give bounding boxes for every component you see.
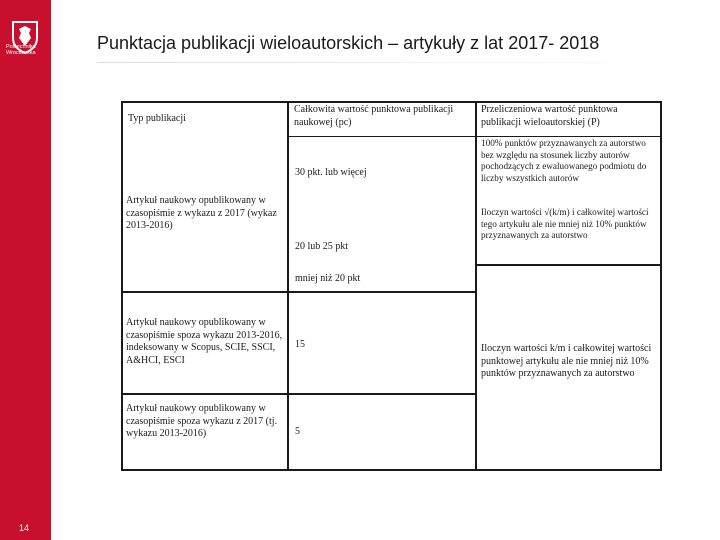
- row1-conversion-b: Iloczyn wartości √(k/m) i całkowitej wartości tego artykułu ale nie mniej niż 10% punktów przyznawanych za autorstwo: [481, 207, 649, 240]
- column-divider-1: [287, 101, 289, 471]
- row-divider-1: [121, 291, 477, 293]
- table-border-top: [121, 101, 662, 103]
- table-border-bottom: [121, 469, 662, 471]
- row1-points-a: 30 pkt. lub więcej: [295, 167, 367, 178]
- row2-points: 15: [295, 339, 305, 350]
- page-number: 14: [18, 523, 29, 533]
- header-type: Typ publikacji: [128, 113, 186, 124]
- row1-type: Artykuł naukowy opublikowany w czasopiśmie z wykazu z 2017 (wykaz 2013-2016): [126, 195, 277, 231]
- row3-type: Artykuł naukowy opublikowany w czasopiśmie spoza wykazu z 2017 (tj. wykazu 2013-2016): [126, 403, 278, 439]
- table-border-left: [121, 101, 123, 471]
- header-total-points: Całkowita wartość punktowa publikacji naukowej (pc): [294, 104, 454, 128]
- header-divider: [287, 136, 662, 137]
- row1-conversion-a: 100% punktów przyznawanych za autorstwo bez względu na stosunek liczby autorów pochodzących z ewaluowanego podmiotu do liczby wszystkich autorów: [481, 138, 647, 183]
- row3-points: 5: [295, 426, 300, 437]
- conversion-divider: [475, 264, 662, 266]
- shared-conversion: Iloczyn wartości k/m i całkowitej wartości punktowej artykułu ale nie mniej niż 10% punktów przyznawanych za autorstwo: [481, 343, 652, 379]
- slide-title: Punktacja publikacji wieloautorskich – artykuły z lat 2017- 2018: [97, 33, 600, 53]
- row1-points-c: mniej niż 20 pkt: [295, 273, 361, 284]
- logo-text: [6, 44, 50, 56]
- header-converted-points: Przeliczeniowa wartość punktowa publikacji wieloautorskiej (P): [481, 104, 618, 128]
- row1-points-b: 20 lub 25 pkt: [295, 241, 349, 252]
- row-divider-2: [121, 393, 477, 395]
- logo-text-line2: Wrocławska: [6, 50, 36, 56]
- table-border-right: [660, 101, 662, 471]
- logo-text-line1: Politechnika: [6, 44, 36, 50]
- brand-sidebar: [0, 0, 51, 540]
- column-divider-2: [475, 101, 477, 471]
- row2-type: Artykuł naukowy opublikowany w czasopiśmie spoza wykazu 2013-2016, indeksowany w Scopus, SCIE, SSCI, A&HCI, ESCI: [126, 317, 283, 366]
- title-divider: [97, 62, 707, 63]
